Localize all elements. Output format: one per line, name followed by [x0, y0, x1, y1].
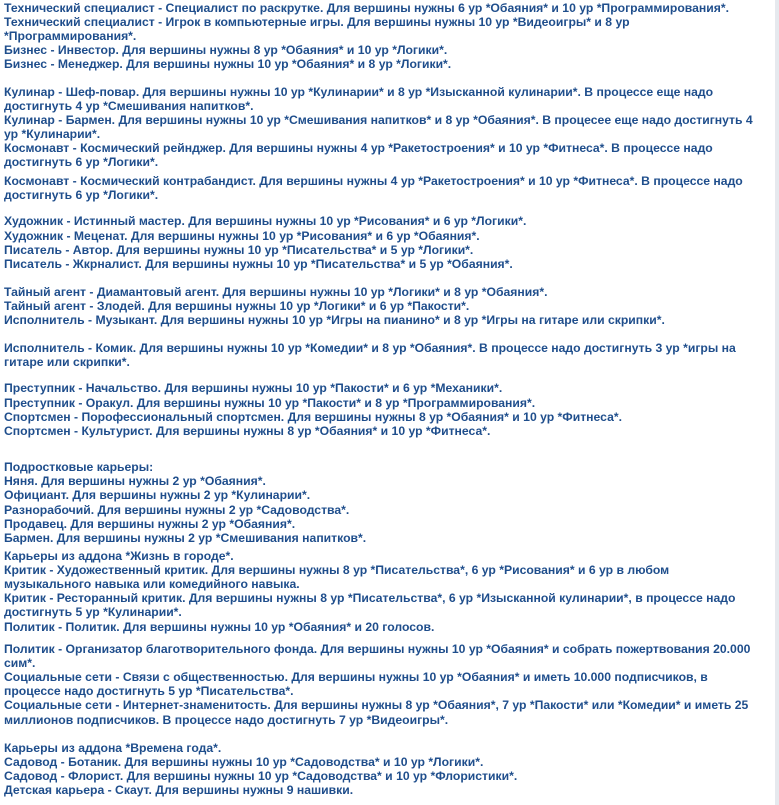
text-line: Няня. Для вершины нужны 2 ур *Обаяния*. — [4, 474, 266, 488]
text-line: Кулинар - Шеф-повар. Для вершины нужны 10 ур *Кулинарии* и 8 ур *Изысканной кулинарии*. В процессе еще надо — [4, 85, 714, 99]
text-line: Продавец. Для вершины нужны 2 ур *Обаяния*. — [4, 517, 296, 531]
text-line: Карьеры из аддона *Времена года*. — [4, 741, 222, 755]
text-line: Политик - Организатор благотворительного фонда. Для вершины нужны 10 ур *Обаяния* и собрать пожертвования 20.000 — [4, 642, 751, 656]
text-line: ур *Кулинарии*. — [4, 127, 101, 141]
text-line: Карьеры из аддона *Жизнь в городе*. — [4, 549, 234, 563]
text-line: Художник - Меценат. Для вершины нужны 10 ур *Рисования* и 6 ур *Обаяния*. — [4, 229, 480, 243]
text-line: Детская карьера - Скаут. Для вершины нужны 9 нашивки. — [4, 783, 354, 797]
text-line: Преступник - Начальство. Для вершины нужны 10 ур *Пакости* и 6 ур *Механики*. — [4, 381, 503, 395]
text-line: Космонавт - Космический рейнджер. Для вершины нужны 4 ур *Ракетостроения* и 10 ур *Фитнеса*. В процессе надо — [4, 141, 713, 155]
text-line: Спортсмен - Культурист. Для вершины нужны 8 ур *Обаяния* и 10 ур *Фитнеса*. — [4, 424, 491, 438]
text-line: Технический специалист - Специалист по раскрутке. Для вершины нужны 6 ур *Обаяния* и 10 ур *Программирования*. — [4, 1, 729, 15]
text-line: Разнорабочий. Для вершины нужны 2 ур *Садоводства*. — [4, 503, 350, 517]
text-line: Писатель - Жкрналист. Для вершины нужны 10 ур *Писательства* и 5 ур *Обаяния*. — [4, 257, 513, 271]
text-line: музыкального навыка или комедийного навыка. — [4, 577, 300, 591]
text-line: Кулинар - Бармен. Для вершины нужны 10 ур *Смешивания напитков* и 8 ур *Обаяния*. В процесее еще надо достигнуть 4 — [4, 113, 753, 127]
text-line: процессе надо достигнуть 5 ур *Писательства*. — [4, 684, 294, 698]
text-line: Подростковые карьеры: — [4, 460, 154, 474]
text-line: Художник - Истинный мастер. Для вершины нужны 10 ур *Рисования* и 6 ур *Логики*. — [4, 214, 527, 228]
text-line: достигнуть 6 ур *Логики*. — [4, 155, 159, 169]
text-line: гитаре или скрипки*. — [4, 355, 130, 369]
text-line: сим*. — [4, 656, 36, 670]
text-line: достигнуть 5 ур *Кулинарии*. — [4, 605, 182, 619]
text-line: *Программирования*. — [4, 29, 137, 43]
text-line: Спортсмен - Порофессиональный спортсмен. Для вершины нужны 8 ур *Обаяния* и 10 ур *Фитнеса*. — [4, 410, 622, 424]
text-line: Политик - Политик. Для вершины нужны 10 ур *Обаяния* и 20 голосов. — [4, 620, 435, 634]
text-line: Критик - Ресторанный критик. Для вершины нужны 8 ур *Писательства*, 6 ур *Изысканной кулинарии*, в процессе надо — [4, 591, 736, 605]
text-line: Социальные сети - Связи с общественностью. Для вершины нужны 10 ур *Обаяния* и иметь 10.000 подписчиков, в — [4, 670, 708, 684]
text-line: миллионов подписчиков. В процессе надо достигнуть 7 ур *Видеоигры*. — [4, 713, 449, 727]
text-line: Космонавт - Космический контрабандист. Для вершины нужны 4 ур *Ракетостроения* и 10 ур *Фитнеса*. В процессе надо — [4, 174, 743, 188]
text-line: достигнуть 6 ур *Логики*. — [4, 188, 159, 202]
text-line: Преступник - Оракул. Для вершины нужны 10 ур *Пакости* и 8 ур *Программирования*. — [4, 396, 536, 410]
text-line: Садовод - Флорист. Для вершины нужны 10 ур *Садоводства* и 10 ур *Флористики*. — [4, 769, 518, 783]
text-line: Технический специалист - Игрок в компьютерные игры. Для вершины нужны 10 ур *Видеоигры* и 8 ур — [4, 15, 630, 29]
text-line: Исполнитель - Музыкант. Для вершины нужны 10 ур *Игры на пианино* и 8 ур *Игры на гитаре или скрипки*. — [4, 313, 665, 327]
text-line: Тайный агент - Диамантовый агент. Для вершины нужны 10 ур *Логики* и 8 ур *Обаяния*. — [4, 285, 548, 299]
text-line: Официант. Для вершины нужны 2 ур *Кулинарии*. — [4, 488, 311, 502]
text-line: достигнуть 4 ур *Смешивания напитков*. — [4, 99, 254, 113]
scrollbar[interactable] — [775, 0, 779, 805]
text-line: Бизнес - Менеджер. Для вершины нужны 10 ур *Обаяния* и 8 ур *Логики*. — [4, 57, 452, 71]
text-line: Бизнес - Инвестор. Для вершины нужны 8 ур *Обаяния* и 10 ур *Логики*. — [4, 43, 448, 57]
text-line: Садовод - Ботаник. Для вершины нужны 10 ур *Садоводства* и 10 ур *Логики*. — [4, 755, 484, 769]
text-line: Бармен. Для вершины нужны 2 ур *Смешивания напитков*. — [4, 531, 367, 545]
text-line: Критик - Художественный критик. Для вершины нужны 8 ур *Писательства*, 6 ур *Рисования* и 6 ур в любом — [4, 563, 670, 577]
text-line: Социальные сети - Интернет-знаменитость. Для вершины нужны 8 ур *Обаяния*, 7 ур *Пакости* или *Комедии* и иметь 25 — [4, 698, 749, 712]
text-line: Исполнитель - Комик. Для вершины нужны 10 ур *Комедии* и 8 ур *Обаяния*. В процессе надо достигнуть 3 ур *игры на — [4, 341, 736, 355]
text-line: Тайный агент - Злодей. Для вершины нужны 10 ур *Логики* и 6 ур *Пакости*. — [4, 299, 470, 313]
text-line: Писатель - Автор. Для вершины нужны 10 ур *Писательства* и 5 ур *Логики*. — [4, 243, 474, 257]
